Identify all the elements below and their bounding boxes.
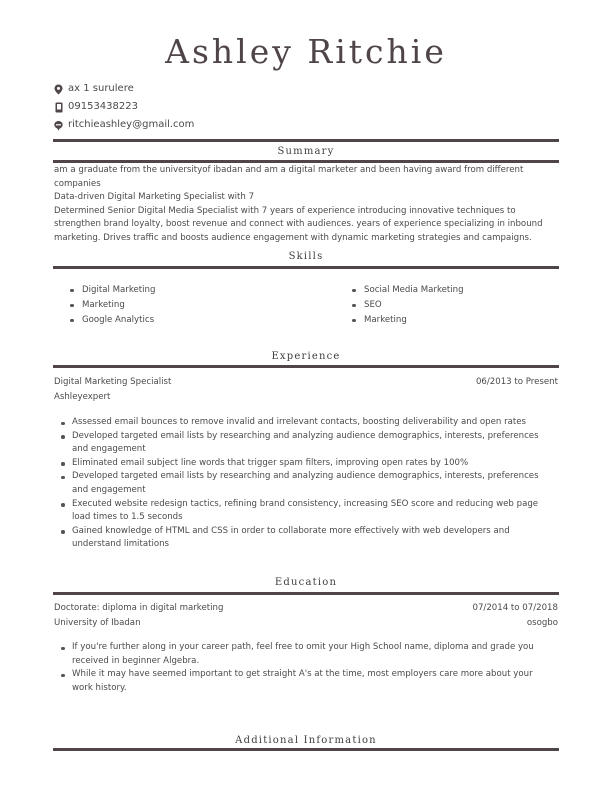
candidate-name: Ashley Ritchie <box>165 32 447 71</box>
job-title: Digital Marketing Specialist <box>54 377 172 387</box>
experience-bullet: Executed website redesign tactics, refining brand consistency, increasing SEO score and reducing web page load times to 1.5 seconds <box>60 498 550 525</box>
job-dates: 06/2013 to Present <box>475 377 558 387</box>
experience-bullet: Developed targeted email lists by researching and analyzing audience demographics, interests, preferences and engagement <box>60 430 550 457</box>
summary-line: Data-driven Digital Marketing Specialist with 7 <box>54 192 255 203</box>
section-title-summary: Summary <box>277 146 335 157</box>
section-title-experience: Experience <box>271 351 341 362</box>
contact-phone <box>54 100 138 114</box>
education-bullets <box>72 641 550 695</box>
education-bullet: While it may have seemed important to get straight A's at the time, most employers care more about your work history. <box>60 668 550 695</box>
location-pin-icon <box>54 84 63 95</box>
section-divider <box>53 160 559 163</box>
summary-line: strengthen brand loyalty, boost revenue and connect with audiences. years of experience specializing in inbound <box>54 219 543 230</box>
skill-item: Digital Marketing <box>68 283 318 298</box>
summary-line: marketing. Drives traffic and boosts audience engagement with dynamic marketing strategies and campaigns. <box>54 232 532 243</box>
email-text: ritchieashley@gmail.com <box>68 119 195 130</box>
company-name: Ashleyexpert <box>54 392 111 402</box>
skill-item: Marketing <box>350 313 550 328</box>
education-bullet: If you're further along in your career path, feel free to omit your High School name, diploma and grade you received in beginner Algebra. <box>60 641 550 668</box>
contact-email <box>54 118 194 132</box>
skill-item: Google Analytics <box>68 313 318 328</box>
section-divider <box>53 266 559 269</box>
experience-bullet: Developed targeted email lists by researching and analyzing audience demographics, interests, preferences and engagement <box>60 470 550 497</box>
school-name: University of Ibadan <box>54 618 141 628</box>
education-school-row <box>54 616 558 630</box>
education-header <box>54 601 558 615</box>
experience-bullets <box>72 416 550 552</box>
experience-company-row <box>54 390 558 404</box>
experience-bullet: Assessed email bounces to remove invalid and irrelevant contacts, boosting deliverability and open rates <box>60 416 550 430</box>
section-title-additional: Additional Information <box>235 735 377 746</box>
skills-list-left <box>68 283 318 328</box>
section-title-education: Education <box>274 577 338 588</box>
section-divider <box>53 592 559 595</box>
section-divider <box>53 748 559 751</box>
section-divider <box>53 139 559 142</box>
skill-item: Social Media Marketing <box>350 283 550 298</box>
summary-line: am a graduate from the universityof ibadan and am a digital marketer and been having award from different <box>54 165 524 175</box>
phone-icon <box>54 102 63 113</box>
skill-item: Marketing <box>68 298 318 313</box>
summary-line: companies <box>54 178 101 189</box>
skill-item: SEO <box>350 298 550 313</box>
school-location: osogbo <box>526 618 558 628</box>
experience-header <box>54 375 558 389</box>
skills-list-right <box>350 283 550 328</box>
section-title-skills: Skills <box>288 251 324 262</box>
education-dates: 07/2014 to 07/2018 <box>472 603 558 613</box>
address-text: ax 1 surulere <box>68 83 134 94</box>
contact-address <box>54 82 134 96</box>
degree: Doctorate: diploma in digital marketing <box>54 603 224 613</box>
summary-line: Determined Senior Digital Media Specialist with 7 years of experience introducing innovative techniques to <box>54 205 516 216</box>
phone-text: 09153438223 <box>68 101 138 112</box>
summary-text <box>54 164 554 246</box>
experience-bullet: Gained knowledge of HTML and CSS in order to collaborate more effectively with web developers and understand limitations <box>60 525 550 552</box>
section-divider <box>53 365 559 368</box>
email-icon <box>54 120 63 131</box>
experience-bullet: Eliminated email subject line words that trigger spam filters, improving open rates by 100% <box>60 457 550 471</box>
